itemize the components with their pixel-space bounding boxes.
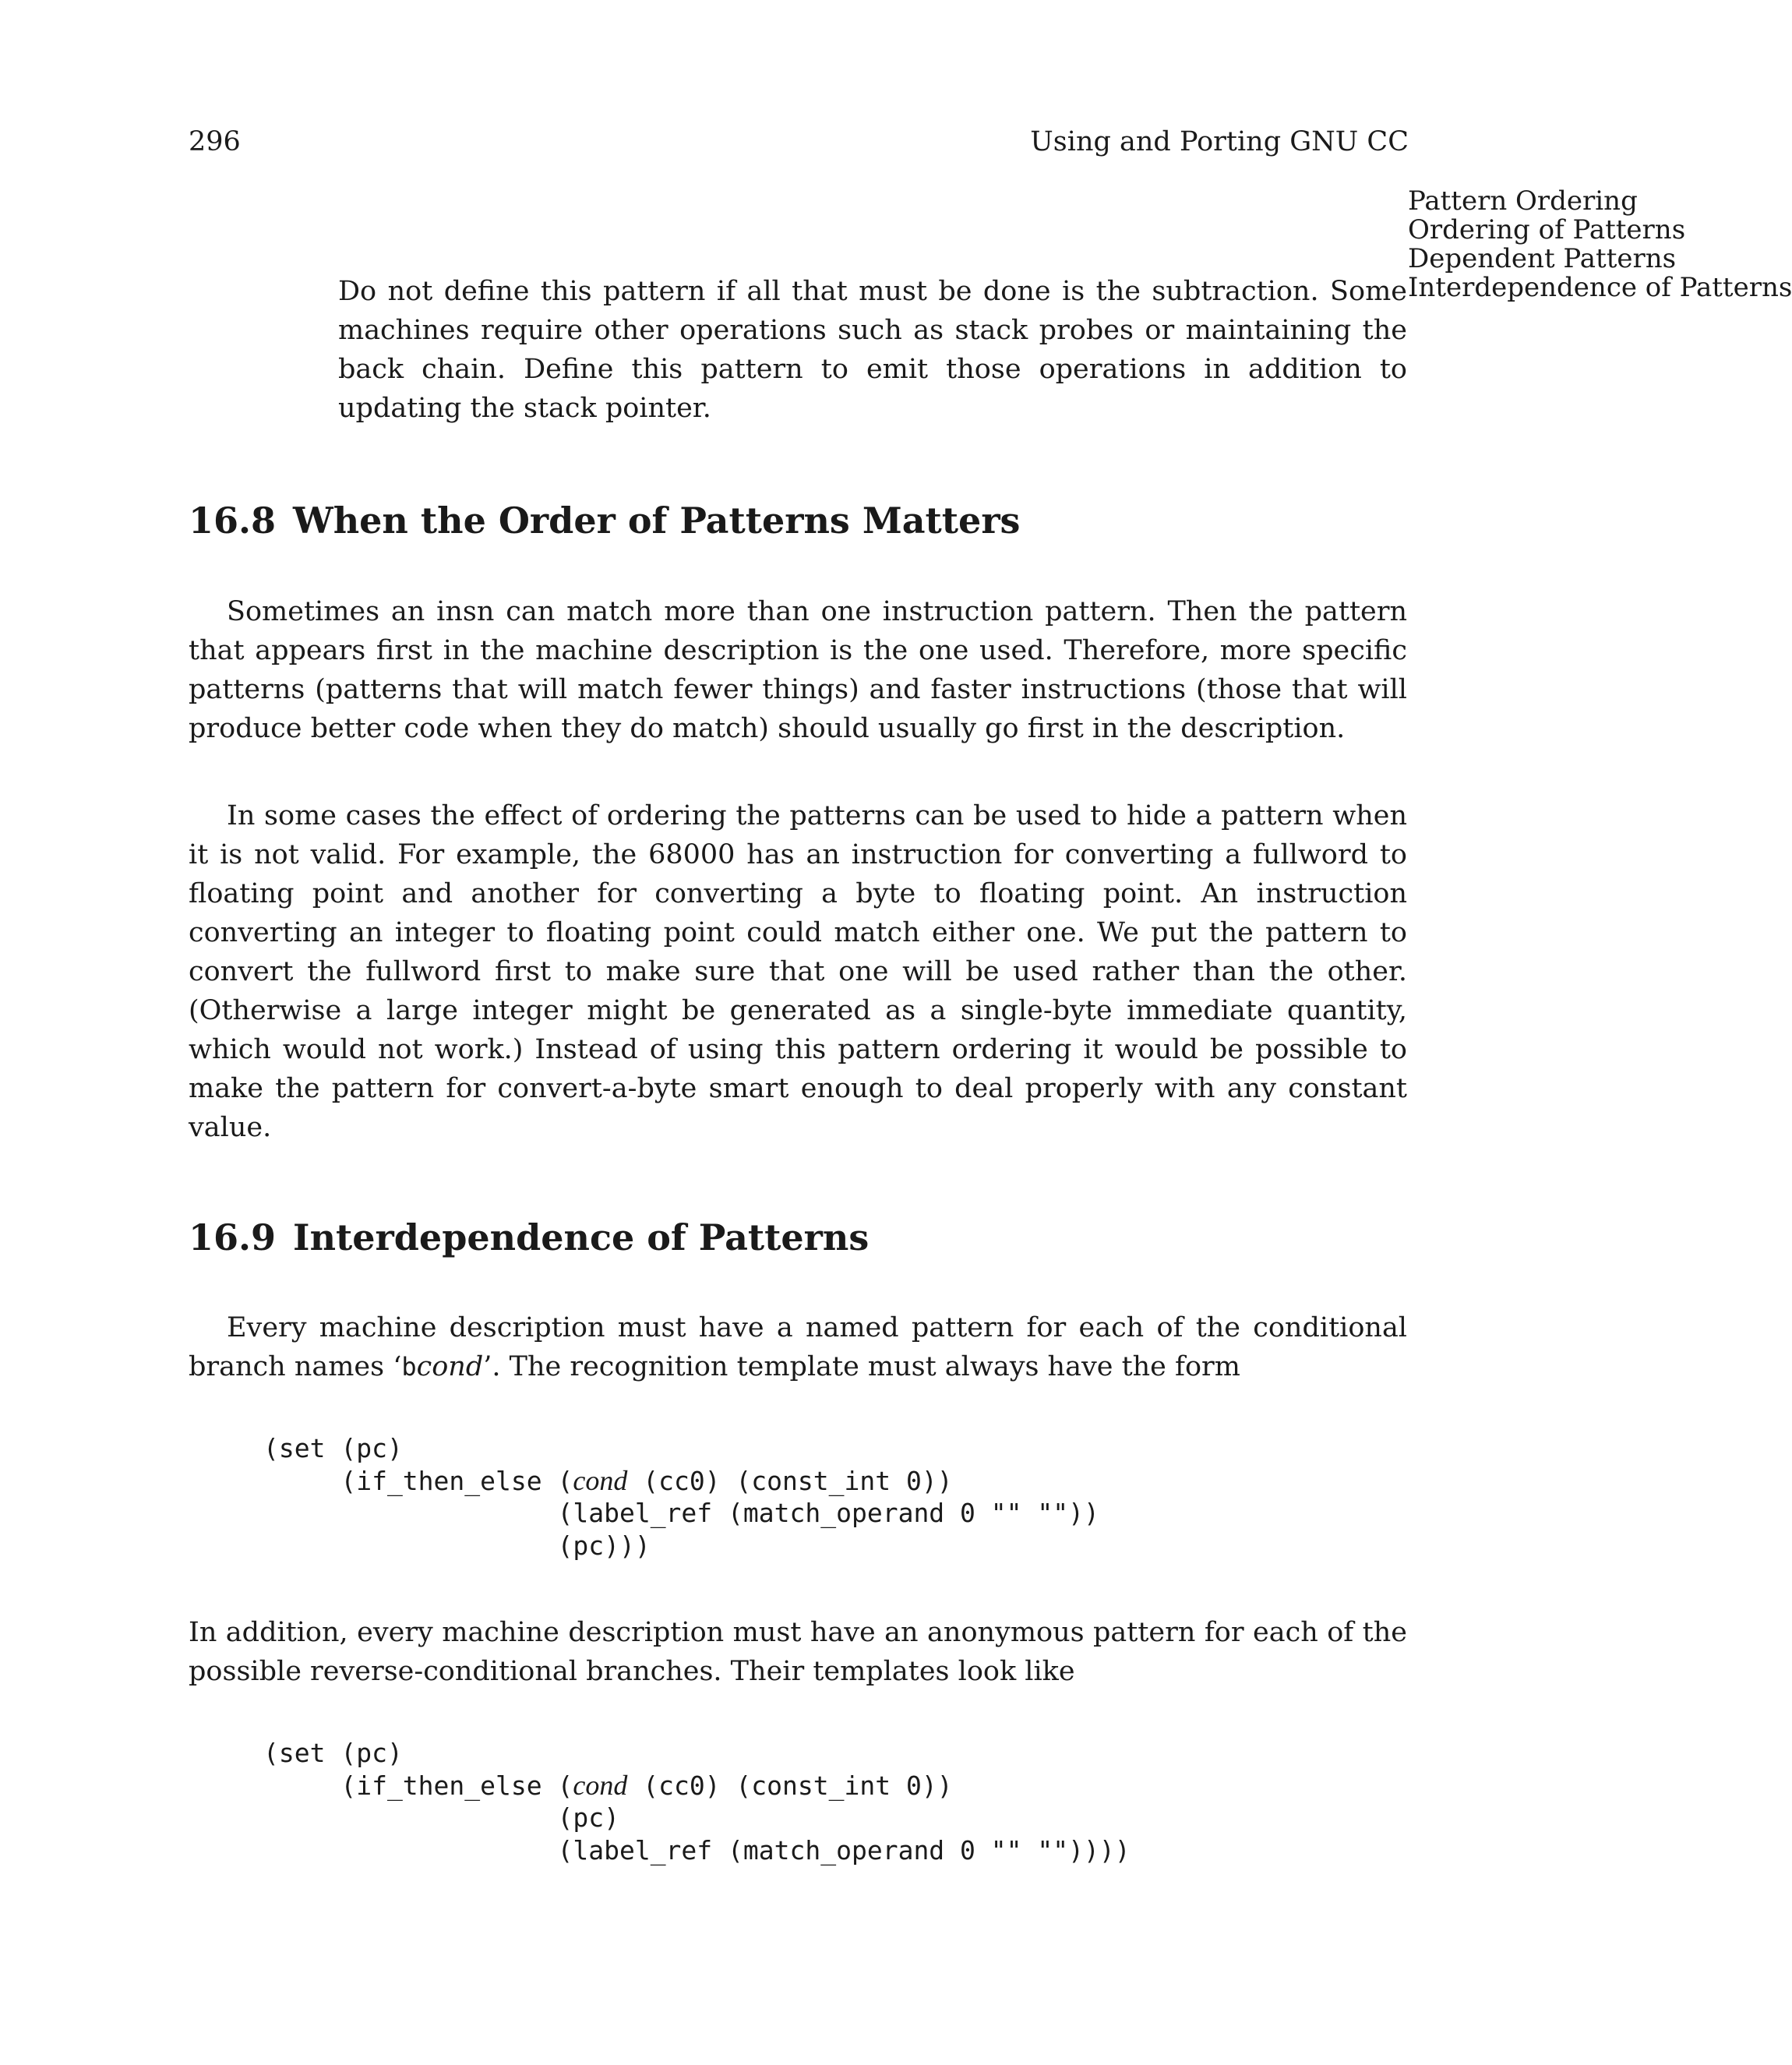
paragraph-reverse-branches: In addition, every machine description must have an anonymous pattern for each of the possible reverse-conditional branches. Their templates look like: [189, 1617, 1407, 1687]
paragraph-named-pattern: Every machine description must have a named pattern for each of the conditional branch names ‘bcond’. The recognition template must always have the form: [189, 1312, 1407, 1382]
inline-variable: cond: [416, 1351, 484, 1382]
section-number: 16.9: [189, 1216, 277, 1258]
code-block-branch-template: (set (pc) (if_then_else (cond (cc0) (const_int 0)) (label_ref (match_operand 0 "" "")) (pc))): [263, 1433, 1099, 1561]
code-block-reverse-template: (set (pc) (if_then_else (cond (cc0) (const_int 0)) (pc) (label_ref (match_operand 0 "" "")))): [263, 1738, 1131, 1866]
section-title: When the Order of Patterns Matters: [293, 499, 1021, 542]
section-number: 16.8: [189, 499, 277, 542]
running-title: Using and Porting GNU CC: [1030, 126, 1409, 157]
intro-paragraph: Do not define this pattern if all that must be done is the subtraction. Some machines require other operations such as stack probes or maintaining the back chain. Define this pattern to emit those operations in addition to updating the stack pointer.: [338, 276, 1407, 424]
margin-note: Ordering of Patterns: [1408, 214, 1686, 245]
section-heading-16-8: [189, 499, 1020, 542]
section-heading-16-9: [189, 1216, 869, 1259]
margin-note: Interdependence of Patterns: [1408, 272, 1792, 303]
code-variable: cond: [573, 1769, 628, 1801]
paragraph-hide-pattern: In some cases the effect of ordering the patterns can be used to hide a pattern when it is not valid. For example, the 68000 has an instruction for converting a fullword to floating point and another for converting a byte to floating point. An instruction converting an integer to floating point could match either one. We put the pattern to convert the fullword first to make sure that one will be used rather than the other. (Otherwise a large integer might be generated as a single-byte immediate quantity, which would not work.) Instead of using this pattern ordering it would be possible to make the pattern for convert-a-byte smart enough to deal properly with any constant value.: [189, 800, 1407, 1143]
margin-note: Dependent Patterns: [1408, 243, 1677, 274]
code-variable: cond: [573, 1464, 628, 1496]
section-title: Interdependence of Patterns: [293, 1216, 870, 1258]
margin-notes: [1408, 185, 1792, 303]
page-number: 296: [189, 126, 241, 157]
paragraph-order-matters: Sometimes an insn can match more than one instruction pattern. Then the pattern that appears first in the machine description is the one used. Therefore, more specific patterns (patterns that will match fewer things) and faster instructions (those that will produce better code when they do match) should usually go first in the description.: [189, 596, 1407, 744]
margin-note: Pattern Ordering: [1408, 185, 1638, 217]
inline-code: b: [401, 1352, 417, 1382]
